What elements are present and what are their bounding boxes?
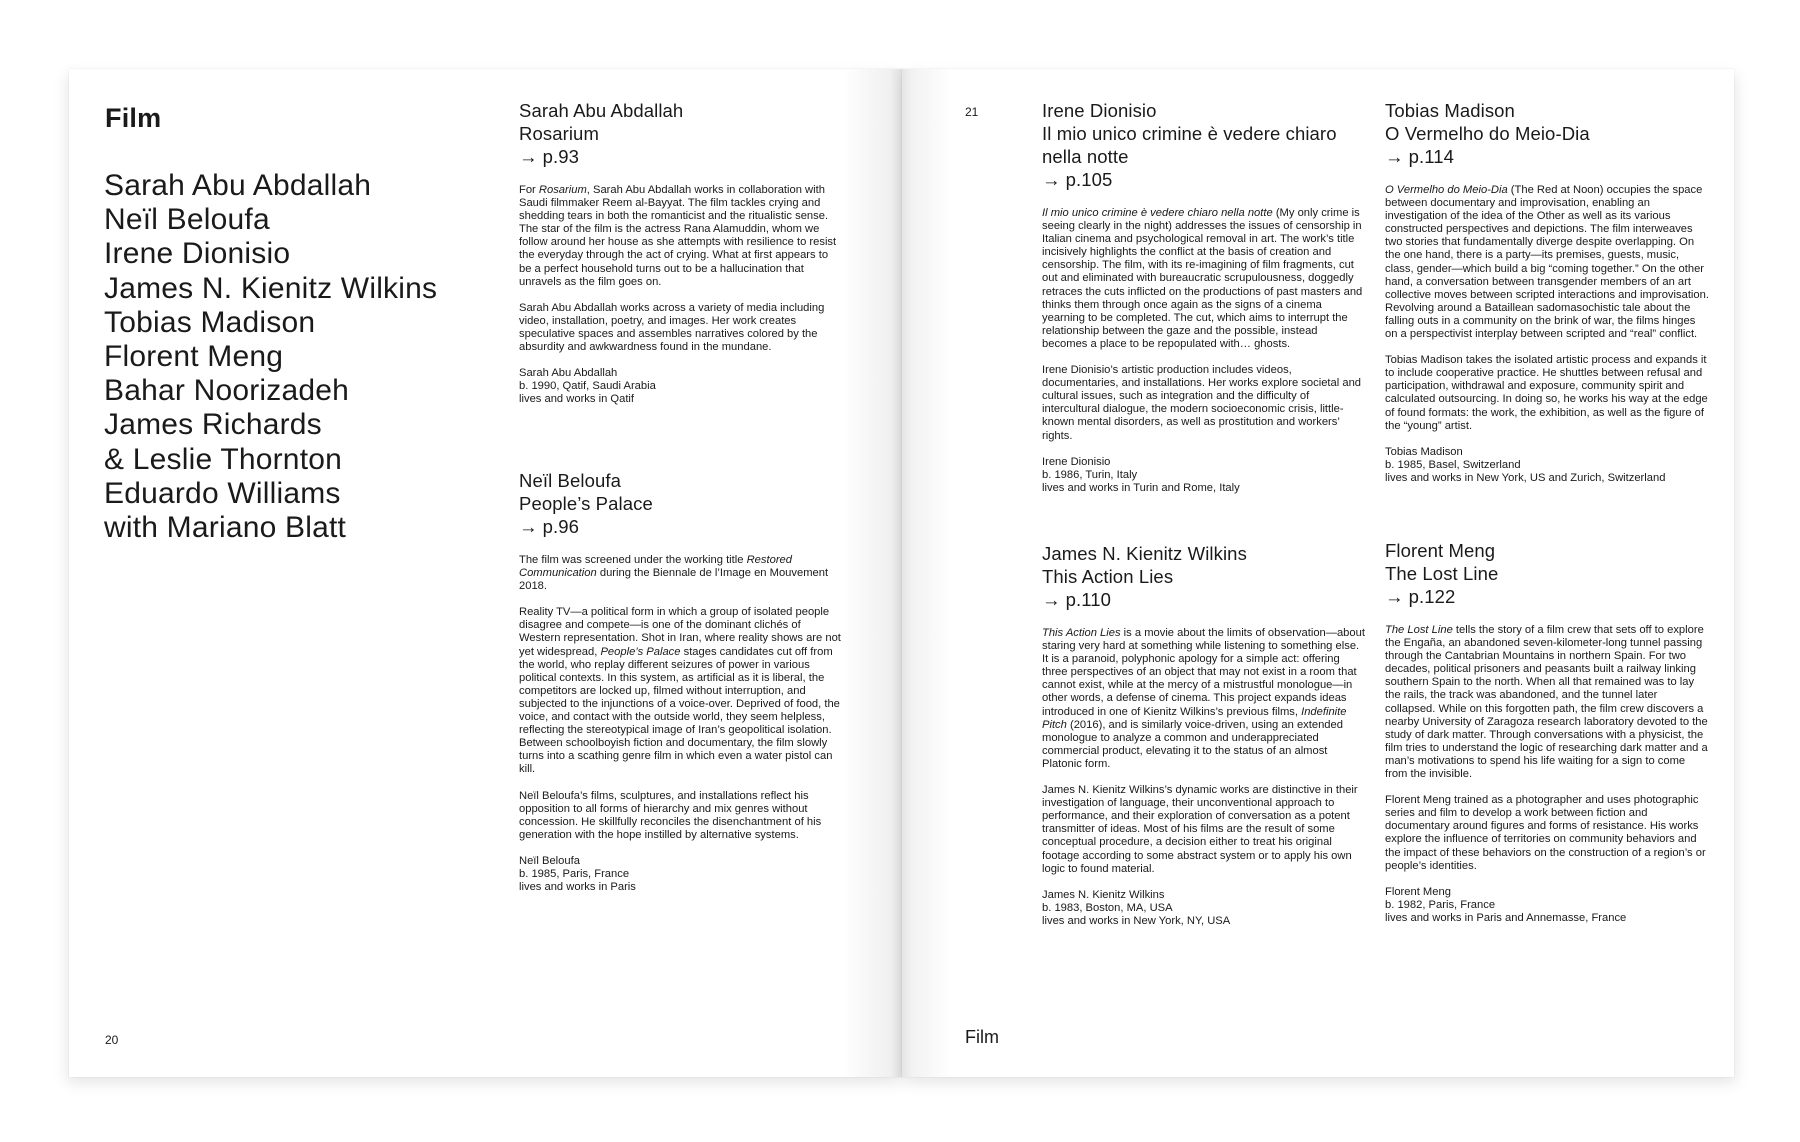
bio-line: Irene Dionisio	[1042, 455, 1111, 468]
artist-name-heading: Sarah Abu Abdallah	[519, 100, 684, 121]
italic-title: Rosarium	[538, 184, 587, 196]
page-reference	[519, 515, 843, 538]
entry-beloufa	[519, 469, 843, 894]
bio-line: lives and works in Turin and Rome, Italy	[1042, 481, 1240, 494]
artist-bio	[1385, 886, 1709, 925]
body-paragraph	[1385, 794, 1709, 873]
text-segment: (The Red at Noon) occupies the space between documentary and improvisation, enabling an investigation of the idea of the Other as well as its various constructed perspectives and depictions. The film interweaves two stories that fundamentally diverge despite overlapping. On the one hand, there is a party—its premises, guests, music, class, gender—which build a big “coming together.” On the other hand, a conversation between transgender members of an art collective moves between scripted interactions and improvisation. Revolving around a Bataillean sadomasochistic tale about the falling outs in a community on the brink of war, the films hinges on a perspectivist interplay between scripted and “real” conflict.	[1385, 184, 1709, 341]
text-segment: (2016), and is similarly voice-driven, using an extended monologue to analyze a common and underappreciated commercial product, elevating it to the status of an almost Platonic form.	[1042, 718, 1343, 770]
bio-line: lives and works in Paris	[519, 881, 636, 894]
bio-line: James N. Kienitz Wilkins	[1042, 888, 1165, 901]
entry-heading	[1385, 99, 1709, 168]
entry-dionisio	[1042, 99, 1366, 495]
page-reference	[1042, 588, 1366, 611]
artist-name: Tobias Madison	[104, 305, 316, 339]
right-page	[902, 69, 1734, 1077]
page-ref-text: p.110	[1065, 589, 1112, 610]
entry-meng	[1385, 539, 1709, 925]
italic-title: Indefinite Pitch	[1042, 705, 1347, 731]
entry-heading	[519, 99, 843, 168]
entry-body	[1042, 207, 1366, 495]
page-ref-text: p.93	[542, 146, 580, 167]
artist-name: Irene Dionisio	[104, 237, 291, 271]
arrow-right-icon: →	[519, 146, 538, 167]
bio-line: b. 1983, Boston, MA, USA	[1042, 901, 1173, 914]
text-segment: , Sarah Abu Abdallah works in collaboration with Saudi filmmaker Reem al-Bayyat. The film tackles crying and shedding tears in both the romanticist and the ritualistic sense. The star of the film is the actress Rana Alamuddin, whom we follow around her house as she attempts with resilience to resist the everyday through the act of crying. What at first appears to be a perfect household turns out to be a hallucination that unravels as the film goes on.	[519, 184, 837, 288]
gutter-shadow	[842, 69, 902, 1077]
arrow-right-icon: →	[1042, 169, 1061, 190]
text-segment: Neïl Beloufa’s films, sculptures, and installations reflect his opposition to all forms of hierarchy and mix genres without concession. He skillfully reconciles the disenchantment of his generation with the hope instilled by alternative systems.	[519, 789, 822, 841]
page-ref-text: p.96	[542, 516, 580, 537]
work-title: O Vermelho do Meio-Dia	[1385, 123, 1590, 144]
work-title: Il mio unico crimine è vedere chiaro nella notte	[1042, 123, 1337, 167]
italic-title: People’s Palace	[600, 645, 681, 658]
text-segment: during the Biennale de l’Image en Mouvement 2018.	[519, 567, 829, 593]
artist-bio	[1385, 446, 1709, 485]
body-paragraph	[1385, 624, 1709, 781]
body-paragraph	[1042, 207, 1366, 351]
text-segment: stages candidates cut off from the world, who replay different seizures of power in various political contexts. In this system, as artificial as it is liberal, the competitors are locked up, filmed without interruption, and subjected to the injunctions of a voice-over. Deprived of food, the voice, and contact with the outside world, they seem helpless, reflecting the stereotypical image of Iran’s geopolitical isolation. Between schoolboyish fiction and documentary, the film slowly turns into a scathing genre film in which even a water pistol can kill.	[519, 645, 840, 776]
body-paragraph	[519, 184, 843, 289]
entry-heading	[1042, 99, 1366, 191]
text-segment: The film was screened under the working title	[519, 554, 747, 566]
page-reference	[1385, 585, 1709, 608]
artist-name: Sarah Abu Abdallah	[104, 169, 372, 202]
entry-abdallah	[519, 99, 843, 406]
body-paragraph	[519, 606, 843, 776]
entry-body	[519, 184, 843, 406]
body-paragraph	[1042, 364, 1366, 443]
artist-name: Eduardo Williams	[104, 476, 341, 510]
page-reference	[519, 145, 843, 168]
bio-line: Sarah Abu Abdallah	[519, 367, 618, 380]
text-segment: James N. Kienitz Wilkins’s dynamic works are distinctive in their investigation of language, their unconventional approach to performance, and their exploration of conversation as a potent transmitter of ideas. Most of his films are the result of some conceptual procedure, a decision either to treat his original footage according to some abstract system or to apply his own logic to found material.	[1042, 784, 1358, 875]
page-ref-text: p.105	[1065, 169, 1113, 190]
arrow-right-icon: →	[519, 516, 538, 537]
body-paragraph	[1042, 627, 1366, 771]
artist-name-heading: James N. Kienitz Wilkins	[1042, 543, 1247, 564]
artist-name: Bahar Noorizadeh	[104, 374, 350, 408]
body-paragraph	[519, 302, 843, 354]
text-segment: For	[519, 184, 539, 196]
text-segment: Sarah Abu Abdallah works across a variety of media including video, installation, poetry, and images. Her work creates speculative spaces and assembles narratives colored by the absurdity and awkwardness found in the mundane.	[519, 301, 825, 354]
italic-title: This Action Lies	[1042, 627, 1121, 639]
work-title: This Action Lies	[1042, 566, 1174, 587]
left-page	[69, 69, 902, 1077]
body-paragraph	[519, 554, 843, 593]
bio-line: b. 1985, Basel, Switzerland	[1385, 458, 1521, 471]
italic-title: The Lost Line	[1385, 624, 1453, 636]
entry-madison	[1385, 99, 1709, 485]
body-paragraph	[519, 790, 843, 842]
artist-name: James N. Kienitz Wilkins	[104, 271, 438, 305]
artist-bio	[1042, 889, 1366, 928]
bio-line: b. 1990, Qatif, Saudi Arabia	[519, 380, 656, 393]
entry-wilkins	[1042, 542, 1366, 928]
bio-line: b. 1985, Paris, France	[519, 867, 630, 880]
bio-line: lives and works in New York, NY, USA	[1042, 914, 1231, 927]
entry-heading	[1385, 539, 1709, 608]
entry-body	[1385, 184, 1709, 485]
work-title: The Lost Line	[1385, 563, 1499, 584]
work-title: People’s Palace	[519, 493, 653, 514]
entry-body	[519, 554, 843, 894]
text-segment: Florent Meng trained as a photographer and uses photographic series and film to develop a work between fiction and documentary around figures and forms of resistance. His works explore the influence of territories on community behaviors and the impact of these behaviors on the construction of a region’s or people’s identities.	[1385, 794, 1706, 872]
page-reference	[1042, 168, 1366, 191]
artist-bio	[519, 855, 843, 894]
gutter-shadow	[902, 69, 952, 1077]
artist-name-heading: Neïl Beloufa	[519, 470, 621, 491]
artist-name: with Mariano Blatt	[104, 511, 347, 545]
artist-name-heading: Tobias Madison	[1385, 100, 1515, 121]
footer-section-label: Film	[965, 1027, 999, 1047]
arrow-right-icon: →	[1042, 589, 1061, 610]
artist-name: Neïl Beloufa	[104, 203, 270, 237]
work-title: Rosarium	[519, 123, 599, 144]
artists-list	[104, 169, 437, 545]
artist-name: James Richards	[104, 408, 322, 442]
text-segment: Tobias Madison takes the isolated artistic process and expands it to include cooperative practice. He shuttles between refusal and participation, withdrawal and exposure, community spirit and calculated outsourcing. In doing so, he works his way at the edge of found formats: the work, the exhibition, as well as the figure of the “young” artist.	[1385, 354, 1708, 432]
body-paragraph	[1385, 184, 1709, 341]
italic-title: O Vermelho do Meio-Dia	[1385, 184, 1508, 196]
text-segment: Irene Dionisio’s artistic production includes videos, documentaries, and installations. Her works explore societal and cultural issues, such as integration and the difficulty of intercultural dialogue, the modern socioeconomic crisis, little-known mental disorders, as well as prostitution and workers’ rights.	[1042, 364, 1362, 442]
body-paragraph	[1385, 354, 1709, 433]
text-segment: tells the story of a film crew that sets off to explore the Engaña, an abandoned seven-kilometer-long tunnel passing through the Cantabrian Mountains in northern Spain. For two decades, political prisoners and peasants built a railway linking southern Spain to the north. When all that remained was to lay the rails, the track was abandoned, and the tunnel later collapsed. While on this forgotten path, the film crew discovers a nearby University of Zaragoza research laboratory devoted to the study of dark matter. Through conversations with a physicist, the film tries to understand the logic of researching dark matter and a man’s motivations to spend his life waiting for a sign to come from the invisible.	[1385, 624, 1708, 781]
italic-title: Il mio unico crimine è vedere chiaro nella notte	[1042, 207, 1273, 219]
entry-body	[1385, 624, 1709, 925]
artist-name-heading: Florent Meng	[1385, 540, 1496, 561]
artist-name-heading: Irene Dionisio	[1042, 100, 1157, 121]
section-title: Film	[105, 103, 162, 133]
bio-line: Tobias Madison	[1385, 445, 1463, 458]
artist-name: Florent Meng	[104, 340, 284, 374]
body-paragraph	[1042, 784, 1366, 876]
page-number-right: 21	[965, 105, 979, 119]
bio-line: b. 1982, Paris, France	[1385, 898, 1496, 911]
page-reference	[1385, 145, 1709, 168]
bio-line: b. 1986, Turin, Italy	[1042, 468, 1138, 481]
bio-line: Neïl Beloufa	[519, 854, 580, 867]
bio-line: lives and works in Paris and Annemasse, France	[1385, 911, 1627, 924]
bio-line: Florent Meng	[1385, 885, 1451, 898]
entry-body	[1042, 627, 1366, 928]
page-ref-text: p.122	[1408, 586, 1456, 607]
arrow-right-icon: →	[1385, 146, 1404, 167]
text-segment: Reality TV—a political form in which a group of isolated people disagree and compete—is one of the dominant clichés of Western representation. Shot in Iran, where reality shows are not yet widespread,	[519, 606, 841, 658]
artist-name: & Leslie Thornton	[104, 442, 342, 476]
artist-bio	[1042, 456, 1366, 495]
page-ref-text: p.114	[1408, 146, 1455, 167]
entry-heading	[519, 469, 843, 538]
artist-bio	[519, 367, 843, 406]
bio-line: lives and works in Qatif	[519, 393, 635, 406]
text-segment: (My only crime is seeing clearly in the night) addresses the issues of censorship in Italian cinema and psychological removal in art. The work’s title incisively highlights the conflict at the basis of creation and censorship. The film, with its re-imagining of film fragments, cut out and eliminated with bureaucratic scrupulousness, doggedly retraces the cuts inflicted on the productions of past masters and thinks them through once again as the signs of a cinema yearning to be completed. The cut, which aims to interrupt the relationship between the gaze and the possible, instead becomes a place to be repopulated with… ghosts.	[1042, 207, 1363, 350]
arrow-right-icon: →	[1385, 586, 1404, 607]
bio-line: lives and works in New York, US and Zurich, Switzerland	[1385, 471, 1666, 484]
italic-title: Restored Communication	[519, 554, 792, 580]
entry-heading	[1042, 542, 1366, 611]
page-number-left: 20	[105, 1033, 119, 1047]
text-segment: is a movie about the limits of observation—about staring very hard at something while listening to something else. It is a paranoid, polyphonic apology for a simple act: offering three perspectives of an object that may not exist in a room that cannot exist, while at the mercy of a mistrustful monologue—in other words, a defense of cinema. This project expands ideas introduced in one of Kienitz Wilkins’s previous films,	[1042, 627, 1365, 718]
